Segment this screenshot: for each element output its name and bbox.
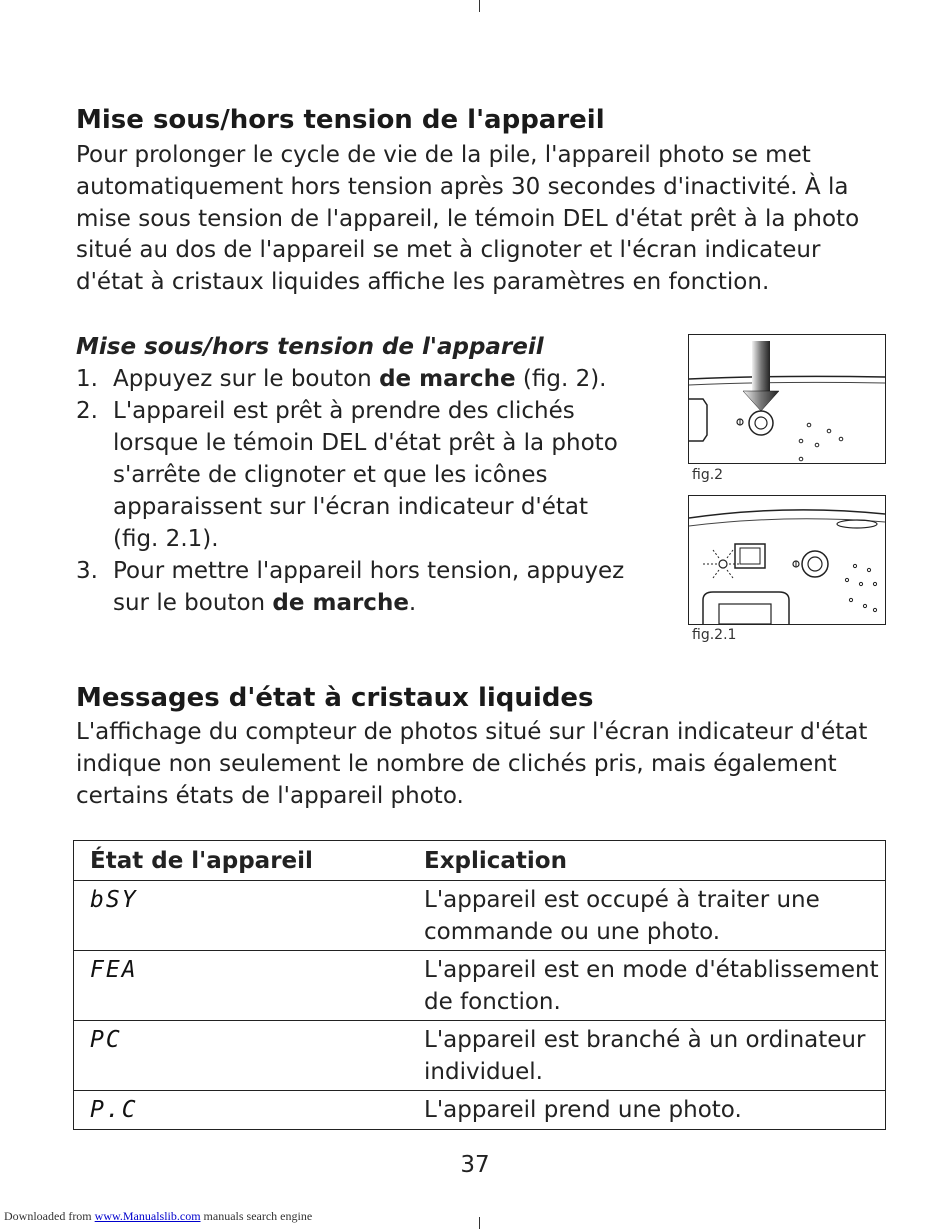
lcd-state-code: P.C bbox=[90, 1097, 138, 1123]
procedure-heading: Mise sous/hors tension de l'appareil bbox=[76, 334, 544, 360]
figure-caption: fig.2 bbox=[692, 467, 724, 483]
manualslib-link[interactable]: www.Manualslib.com bbox=[94, 1209, 201, 1223]
procedure-steps bbox=[76, 363, 636, 619]
step-number: 2. bbox=[76, 398, 98, 424]
table-row bbox=[74, 881, 886, 951]
step-item bbox=[76, 363, 636, 395]
lcd-state-code: FEA bbox=[90, 957, 138, 983]
column-header-explanation: Explication bbox=[424, 841, 886, 881]
camera-top-illustration bbox=[689, 335, 885, 463]
footer-prefix: Downloaded from bbox=[4, 1209, 95, 1223]
camera-back-illustration bbox=[689, 496, 885, 624]
step-item bbox=[76, 555, 636, 619]
step-text: Appuyez sur le bouton bbox=[113, 366, 380, 392]
footer-suffix: manuals search engine bbox=[200, 1209, 313, 1223]
crop-mark-top bbox=[479, 0, 480, 12]
step-bold-text: de marche bbox=[272, 590, 409, 616]
step-item bbox=[76, 395, 636, 555]
step-bold-text: de marche bbox=[379, 366, 516, 392]
step-text: Pour mettre l'appareil hors tension, appuyez sur le bouton bbox=[113, 558, 625, 616]
step-number: 3. bbox=[76, 558, 98, 584]
lcd-messages-paragraph: L'affichage du compteur de photos situé sur l'écran indicateur d'état indique non seulement le nombre de clichés pris, mais également certains états de l'appareil photo. bbox=[76, 719, 868, 809]
table-row bbox=[74, 1091, 886, 1130]
power-paragraph: Pour prolonger le cycle de vie de la pile, l'appareil photo se met automatiquement hors tension après 30 secondes d'inactivité. À la mise sous tension de l'appareil, le témoin DEL d'état prêt à la photo situé au dos de l'appareil se met à clignoter et l'écran indicateur d'état à cristaux liquides affiche les paramètres en fonction. bbox=[76, 142, 860, 296]
section-heading-lcd-messages: Messages d'état à cristaux liquides bbox=[76, 683, 594, 713]
section-heading-power: Mise sous/hors tension de l'appareil bbox=[76, 105, 605, 135]
lcd-states-table bbox=[73, 840, 886, 1130]
lcd-state-code: bSY bbox=[90, 887, 138, 913]
state-explanation: L'appareil est branché à un ordinateur individuel. bbox=[424, 1021, 886, 1091]
table-row bbox=[74, 1021, 886, 1091]
figure-camera-back bbox=[688, 495, 886, 625]
step-number: 1. bbox=[76, 366, 98, 392]
state-explanation: L'appareil est en mode d'établissement de fonction. bbox=[424, 951, 886, 1021]
step-text-end: (fig. 2). bbox=[515, 366, 607, 392]
page-number: 37 bbox=[460, 1152, 490, 1178]
state-explanation: L'appareil est occupé à traiter une commande ou une photo. bbox=[424, 881, 886, 951]
lcd-state-code: PC bbox=[90, 1027, 122, 1053]
table-header-row bbox=[74, 841, 886, 881]
step-text: L'appareil est prêt à prendre des clichés lorsque le témoin DEL d'état prêt à la photo s'arrête de clignoter et que les icônes apparaissent sur l'écran indicateur d'état (fig. 2.1). bbox=[113, 398, 618, 552]
state-explanation: L'appareil prend une photo. bbox=[424, 1091, 886, 1130]
crop-mark-bottom bbox=[479, 1217, 480, 1229]
table-row bbox=[74, 951, 886, 1021]
step-text-end: . bbox=[408, 590, 417, 616]
figure-caption: fig.2.1 bbox=[692, 627, 737, 643]
footer bbox=[4, 1209, 312, 1224]
figure-camera-top bbox=[688, 334, 886, 464]
column-header-state: État de l'appareil bbox=[74, 841, 425, 881]
